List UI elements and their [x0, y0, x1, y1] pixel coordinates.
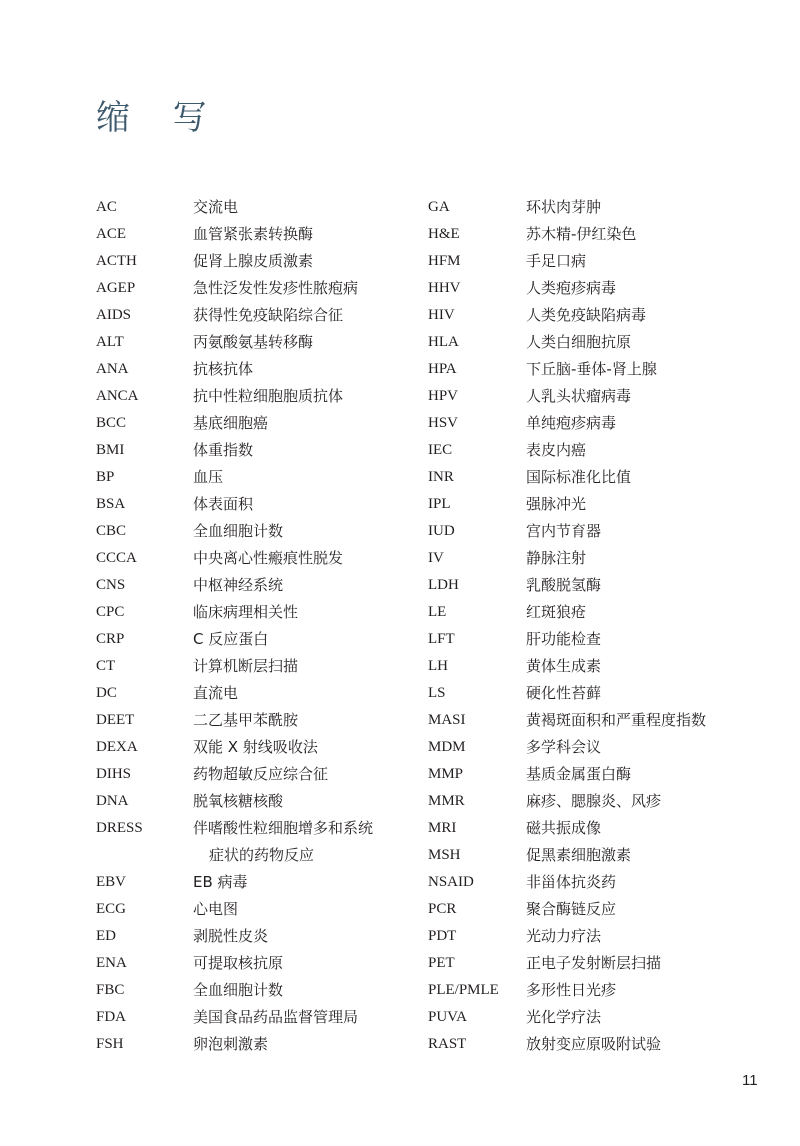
abbreviation-term: CRP	[96, 631, 125, 647]
meaning-text-continued: 症状的药物反应	[209, 846, 315, 864]
abbreviation-term: CCCA	[96, 550, 137, 566]
abbreviation-meaning	[193, 410, 426, 437]
abbreviation-meaning	[526, 680, 768, 707]
abbreviation-meaning	[193, 761, 426, 788]
abbreviation-row	[96, 977, 426, 1004]
meaning-text: 手足口病	[526, 252, 587, 270]
abbreviation-meaning	[193, 383, 426, 410]
abbreviation-meaning	[526, 761, 768, 788]
abbreviation-meaning	[526, 248, 768, 275]
meaning-text: EB 病毒	[193, 873, 248, 891]
meaning-text: 二乙基甲苯酰胺	[193, 711, 299, 729]
abbreviation-term: DC	[96, 685, 117, 701]
abbreviation-term: ECG	[96, 901, 126, 917]
abbreviation-meaning	[526, 788, 768, 815]
abbreviation-term: IUD	[428, 523, 455, 539]
abbreviation-term: DEET	[96, 712, 135, 728]
meaning-text: 直流电	[193, 684, 239, 702]
meaning-text: 交流电	[193, 198, 239, 216]
abbreviation-term: MMR	[428, 793, 465, 809]
abbreviation-meaning	[193, 437, 426, 464]
abbreviation-meaning	[193, 545, 426, 572]
meaning-text: 抗核抗体	[193, 360, 254, 378]
abbreviation-term: AGEP	[96, 280, 136, 296]
abbreviation-row	[428, 923, 768, 950]
abbreviation-row	[428, 1004, 768, 1031]
meaning-text: 全血细胞计数	[193, 522, 284, 540]
abbreviation-term: ANA	[96, 361, 129, 377]
meaning-text: 急性泛发性发疹性脓疱病	[193, 279, 359, 297]
meaning-text: 伴嗜酸性粒细胞增多和系统	[193, 819, 374, 837]
abbreviation-term: MDM	[428, 739, 466, 755]
meaning-text: 人类免疫缺陷病毒	[526, 306, 647, 324]
abbreviation-row	[96, 356, 426, 383]
meaning-text: 丙氨酸氨基转移酶	[193, 333, 314, 351]
abbreviation-term: ENA	[96, 955, 127, 971]
abbreviation-term: LFT	[428, 631, 455, 647]
meaning-text: 正电子发射断层扫描	[526, 954, 662, 972]
abbreviation-term: EBV	[96, 874, 126, 890]
abbreviation-meaning	[193, 275, 426, 302]
abbreviation-row	[428, 545, 768, 572]
meaning-text: 环状肉芽肿	[526, 198, 602, 216]
meaning-text: 黄体生成素	[526, 657, 602, 675]
abbreviation-term: MASI	[428, 712, 466, 728]
abbreviation-row	[428, 410, 768, 437]
abbreviation-term: BCC	[96, 415, 127, 431]
abbreviation-row	[428, 329, 768, 356]
abbreviation-list-right	[428, 194, 768, 1058]
abbreviation-meaning	[526, 815, 768, 842]
abbreviation-row	[96, 1031, 426, 1058]
meaning-text: 人类疱疹病毒	[526, 279, 617, 297]
abbreviation-row	[428, 464, 768, 491]
abbreviation-meaning	[193, 734, 426, 761]
abbreviation-row	[428, 491, 768, 518]
abbreviation-row	[428, 194, 768, 221]
abbreviation-term: ACE	[96, 226, 126, 242]
abbreviation-row	[428, 815, 768, 842]
abbreviation-row	[428, 788, 768, 815]
abbreviation-meaning	[526, 491, 768, 518]
abbreviation-row	[428, 653, 768, 680]
meaning-text: 获得性免疫缺陷综合征	[193, 306, 344, 324]
abbreviation-meaning	[193, 356, 426, 383]
abbreviation-meaning	[193, 248, 426, 275]
abbreviation-term: LH	[428, 658, 448, 674]
abbreviation-term: FDA	[96, 1009, 127, 1025]
abbreviation-row	[428, 761, 768, 788]
abbreviation-meaning	[526, 923, 768, 950]
abbreviation-meaning	[193, 680, 426, 707]
meaning-text: 肝功能检查	[526, 630, 602, 648]
meaning-text: 人乳头状瘤病毒	[526, 387, 632, 405]
page-number: 11	[742, 1072, 758, 1089]
abbreviation-row	[428, 869, 768, 896]
abbreviation-row	[96, 410, 426, 437]
abbreviation-meaning	[193, 950, 426, 977]
abbreviation-term: NSAID	[428, 874, 474, 890]
meaning-text: 光化学疗法	[526, 1008, 602, 1026]
abbreviation-row	[428, 383, 768, 410]
abbreviation-meaning	[526, 383, 768, 410]
abbreviation-row	[428, 572, 768, 599]
abbreviation-term: ACTH	[96, 253, 137, 269]
abbreviation-meaning	[526, 518, 768, 545]
abbreviation-meaning	[526, 302, 768, 329]
meaning-text: 可提取核抗原	[193, 954, 284, 972]
abbreviation-meaning	[193, 1004, 426, 1031]
meaning-text: 中央离心性瘢痕性脱发	[193, 549, 344, 567]
abbreviation-row	[96, 437, 426, 464]
abbreviation-meaning	[193, 572, 426, 599]
abbreviation-term: ED	[96, 928, 116, 944]
abbreviation-row	[96, 653, 426, 680]
abbreviation-row	[96, 194, 426, 221]
meaning-text: 临床病理相关性	[193, 603, 299, 621]
abbreviation-term: HPA	[428, 361, 457, 377]
abbreviation-meaning	[193, 896, 426, 923]
abbreviation-term: DEXA	[96, 739, 138, 755]
abbreviation-term: LS	[428, 685, 446, 701]
meaning-text: 乳酸脱氢酶	[526, 576, 602, 594]
abbreviation-row	[428, 734, 768, 761]
abbreviation-row	[96, 221, 426, 248]
abbreviation-term: PCR	[428, 901, 457, 917]
page-title: 缩 写	[96, 98, 223, 138]
abbreviation-term: HSV	[428, 415, 459, 431]
abbreviation-row	[428, 977, 768, 1004]
abbreviation-meaning	[526, 977, 768, 1004]
abbreviation-row	[96, 464, 426, 491]
meaning-text: 促肾上腺皮质激素	[193, 252, 314, 270]
abbreviation-row	[96, 572, 426, 599]
meaning-text: 中枢神经系统	[193, 576, 284, 594]
abbreviation-term: GA	[428, 199, 450, 215]
meaning-text: 血管紧张素转换酶	[193, 225, 314, 243]
abbreviation-term: MRI	[428, 820, 457, 836]
abbreviation-meaning	[526, 707, 768, 734]
abbreviation-row	[96, 815, 426, 869]
meaning-text: 苏木精-伊红染色	[526, 225, 637, 243]
abbreviation-row	[96, 923, 426, 950]
abbreviation-meaning	[193, 977, 426, 1004]
abbreviation-term: IV	[428, 550, 444, 566]
meaning-text: 强脉冲光	[526, 495, 587, 513]
abbreviation-term: H&E	[428, 226, 460, 242]
abbreviation-row	[96, 788, 426, 815]
abbreviation-row	[96, 761, 426, 788]
abbreviation-term: DRESS	[96, 820, 143, 836]
abbreviation-term: ALT	[96, 334, 124, 350]
abbreviation-meaning	[526, 734, 768, 761]
abbreviation-term: MSH	[428, 847, 461, 863]
meaning-text: 表皮内癌	[526, 441, 587, 459]
abbreviation-row	[96, 950, 426, 977]
abbreviation-meaning	[526, 869, 768, 896]
abbreviation-row	[428, 275, 768, 302]
abbreviation-row	[96, 680, 426, 707]
meaning-text: 药物超敏反应综合征	[193, 765, 329, 783]
abbreviation-meaning	[193, 707, 426, 734]
abbreviation-meaning	[193, 788, 426, 815]
meaning-text: 脱氧核糖核酸	[193, 792, 284, 810]
abbreviation-meaning	[193, 329, 426, 356]
abbreviation-meaning	[193, 491, 426, 518]
abbreviation-meaning	[193, 869, 426, 896]
meaning-text: 麻疹、腮腺炎、风疹	[526, 792, 662, 810]
abbreviation-term: HFM	[428, 253, 461, 269]
abbreviation-row	[96, 491, 426, 518]
abbreviation-meaning	[193, 1031, 426, 1058]
abbreviation-meaning	[526, 329, 768, 356]
meaning-text: 国际标准化比值	[526, 468, 632, 486]
abbreviation-meaning	[526, 1031, 768, 1058]
abbreviation-term: INR	[428, 469, 454, 485]
meaning-text: 基底细胞癌	[193, 414, 269, 432]
abbreviation-term: IPL	[428, 496, 451, 512]
meaning-text: 多形性日光疹	[526, 981, 617, 999]
abbreviation-term: ANCA	[96, 388, 139, 404]
abbreviation-term: PLE/PMLE	[428, 982, 499, 998]
meaning-text: 放射变应原吸附试验	[526, 1035, 662, 1053]
abbreviation-meaning	[526, 221, 768, 248]
abbreviation-meaning	[193, 302, 426, 329]
abbreviation-meaning	[526, 653, 768, 680]
meaning-text: 美国食品药品监督管理局	[193, 1008, 359, 1026]
meaning-text: 硬化性苔藓	[526, 684, 602, 702]
abbreviation-meaning	[526, 572, 768, 599]
abbreviation-row	[96, 275, 426, 302]
abbreviation-term: IEC	[428, 442, 453, 458]
abbreviation-meaning	[526, 410, 768, 437]
abbreviation-term: HPV	[428, 388, 459, 404]
meaning-text: 人类白细胞抗原	[526, 333, 632, 351]
abbreviation-meaning	[193, 221, 426, 248]
abbreviation-meaning	[193, 626, 426, 653]
meaning-text: C 反应蛋白	[193, 630, 269, 648]
meaning-text: 磁共振成像	[526, 819, 602, 837]
meaning-text: 下丘脑-垂体-肾上腺	[526, 360, 657, 378]
abbreviation-meaning	[526, 356, 768, 383]
abbreviation-row	[428, 248, 768, 275]
abbreviation-row	[428, 599, 768, 626]
abbreviation-term: BP	[96, 469, 115, 485]
abbreviation-term: RAST	[428, 1036, 467, 1052]
abbreviation-row	[96, 869, 426, 896]
abbreviation-row	[96, 896, 426, 923]
abbreviation-row	[428, 680, 768, 707]
meaning-text: 体表面积	[193, 495, 254, 513]
abbreviation-term: MMP	[428, 766, 464, 782]
abbreviation-term: DIHS	[96, 766, 132, 782]
meaning-text: 黄褐斑面积和严重程度指数	[526, 711, 707, 729]
meaning-text: 全血细胞计数	[193, 981, 284, 999]
abbreviation-meaning	[193, 464, 426, 491]
abbreviation-meaning	[193, 653, 426, 680]
abbreviation-meaning	[526, 275, 768, 302]
abbreviation-row	[96, 329, 426, 356]
abbreviation-term: BSA	[96, 496, 126, 512]
abbreviation-meaning	[526, 437, 768, 464]
meaning-text: 血压	[193, 468, 224, 486]
abbreviation-meaning	[526, 1004, 768, 1031]
abbreviation-meaning	[193, 923, 426, 950]
abbreviation-meaning	[526, 194, 768, 221]
meaning-text: 计算机断层扫描	[193, 657, 299, 675]
abbreviation-meaning	[526, 896, 768, 923]
abbreviation-term: CBC	[96, 523, 127, 539]
abbreviation-row	[96, 383, 426, 410]
meaning-text: 双能 X 射线吸收法	[193, 738, 318, 756]
abbreviation-term: PET	[428, 955, 455, 971]
abbreviation-row	[428, 950, 768, 977]
abbreviation-row	[96, 707, 426, 734]
meaning-text: 静脉注射	[526, 549, 587, 567]
meaning-text: 剥脱性皮炎	[193, 927, 269, 945]
abbreviation-row	[96, 1004, 426, 1031]
meaning-text: 多学科会议	[526, 738, 602, 756]
abbreviation-meaning	[526, 842, 768, 869]
abbreviation-row	[428, 626, 768, 653]
abbreviation-term: CT	[96, 658, 116, 674]
abbreviation-row	[96, 302, 426, 329]
abbreviation-row	[96, 734, 426, 761]
abbreviation-meaning	[193, 599, 426, 626]
abbreviation-row	[428, 896, 768, 923]
abbreviation-row	[428, 707, 768, 734]
abbreviation-meaning	[526, 950, 768, 977]
meaning-text: 非甾体抗炎药	[526, 873, 617, 891]
abbreviation-term: CNS	[96, 577, 126, 593]
meaning-text: 基质金属蛋白酶	[526, 765, 632, 783]
abbreviation-term: FBC	[96, 982, 125, 998]
abbreviation-term: BMI	[96, 442, 125, 458]
abbreviation-row	[96, 248, 426, 275]
abbreviation-meaning	[526, 599, 768, 626]
meaning-text: 聚合酶链反应	[526, 900, 617, 918]
abbreviation-term: HHV	[428, 280, 461, 296]
abbreviation-row	[96, 626, 426, 653]
abbreviation-term: AIDS	[96, 307, 132, 323]
meaning-text: 心电图	[193, 900, 239, 918]
abbreviation-term: PUVA	[428, 1009, 467, 1025]
abbreviation-meaning	[193, 815, 426, 869]
abbreviation-row	[96, 518, 426, 545]
abbreviation-row	[428, 842, 768, 869]
meaning-text: 红斑狼疮	[526, 603, 587, 621]
meaning-text: 体重指数	[193, 441, 254, 459]
abbreviation-row	[96, 599, 426, 626]
abbreviation-term: AC	[96, 199, 117, 215]
abbreviation-term: CPC	[96, 604, 125, 620]
abbreviation-row	[428, 302, 768, 329]
abbreviation-term: PDT	[428, 928, 457, 944]
abbreviation-meaning	[526, 545, 768, 572]
meaning-text: 促黑素细胞激素	[526, 846, 632, 864]
meaning-text: 单纯疱疹病毒	[526, 414, 617, 432]
meaning-text: 抗中性粒细胞胞质抗体	[193, 387, 344, 405]
abbreviation-term: DNA	[96, 793, 129, 809]
abbreviation-row	[428, 437, 768, 464]
abbreviation-row	[96, 545, 426, 572]
abbreviation-term: LDH	[428, 577, 459, 593]
abbreviation-term: HLA	[428, 334, 459, 350]
meaning-text: 宫内节育器	[526, 522, 602, 540]
abbreviation-term: HIV	[428, 307, 455, 323]
abbreviation-meaning	[526, 626, 768, 653]
abbreviation-meaning	[193, 194, 426, 221]
abbreviation-row	[428, 1031, 768, 1058]
abbreviation-row	[428, 221, 768, 248]
abbreviation-row	[428, 356, 768, 383]
abbreviation-list-left	[96, 194, 426, 1058]
abbreviation-term: FSH	[96, 1036, 124, 1052]
abbreviation-row	[428, 518, 768, 545]
abbreviation-meaning	[193, 518, 426, 545]
meaning-text: 光动力疗法	[526, 927, 602, 945]
meaning-text: 卵泡刺激素	[193, 1035, 269, 1053]
abbreviation-term: LE	[428, 604, 447, 620]
abbreviation-meaning	[526, 464, 768, 491]
